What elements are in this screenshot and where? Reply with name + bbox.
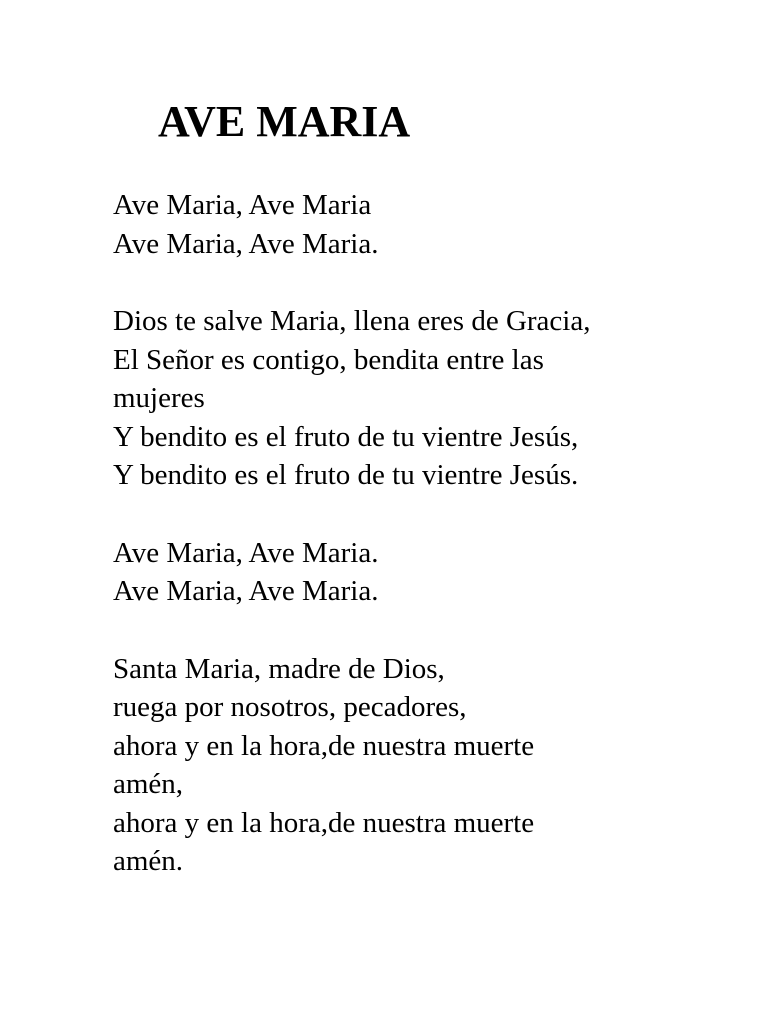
document-title: AVE MARIA — [158, 97, 411, 146]
lyric-line: Ave Maria, Ave Maria. — [113, 536, 379, 569]
lyric-line: Ave Maria, Ave Maria. — [113, 227, 379, 260]
lyric-line: Ave Maria, Ave Maria. — [113, 575, 379, 607]
lyric-line: Dios te salve Maria, llena eres de Gracia, — [113, 305, 591, 337]
stanza-3 — [113, 534, 733, 611]
lyric-line: ahora y en la hora,de nuestra muerte — [113, 806, 535, 839]
stanza-2 — [113, 302, 733, 495]
lyric-line: ruega por nosotros, pecadores, — [113, 691, 467, 723]
lyric-line: Ave Maria, Ave Maria — [113, 189, 372, 221]
lyric-line: amén, — [113, 768, 184, 800]
stanza-4 — [113, 650, 733, 881]
lyric-line: mujeres — [113, 382, 205, 414]
stanza-1 — [113, 186, 733, 263]
lyric-line: amén. — [113, 845, 184, 877]
lyric-line: Y bendito es el fruto de tu vientre Jesús. — [113, 459, 579, 491]
lyric-line: Y bendito es el fruto de tu vientre Jesús, — [113, 420, 579, 453]
lyric-line: El Señor es contigo, bendita entre las — [113, 343, 544, 376]
lyric-line: ahora y en la hora,de nuestra muerte — [113, 729, 535, 762]
lyrics-body — [113, 186, 733, 920]
lyric-line: Santa Maria, madre de Dios, — [113, 652, 445, 685]
